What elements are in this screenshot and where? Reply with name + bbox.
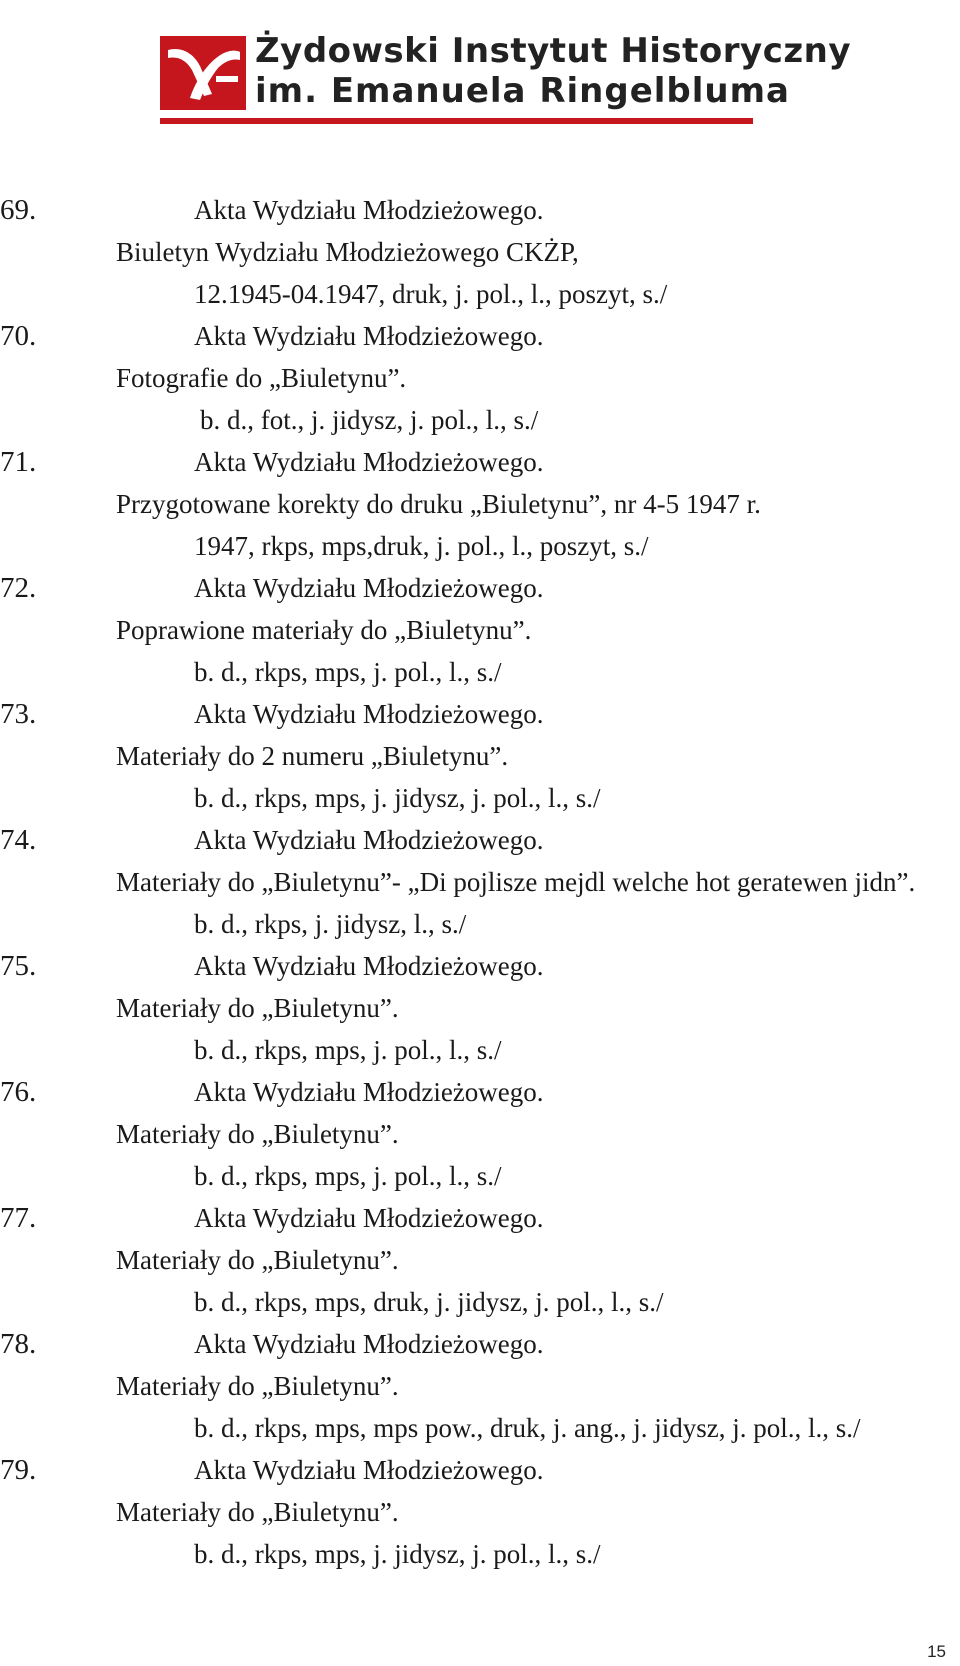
entry-title: Materiały do „Biuletynu”. (116, 1119, 399, 1149)
entry-heading: Akta Wydziału Młodzieżowego. (194, 321, 544, 351)
entry-meta: b. d., rkps, j. jidysz, l., s./ (194, 909, 467, 939)
entry-title: Materiały do 2 numeru „Biuletynu”. (116, 741, 509, 771)
catalog-entry (0, 693, 960, 819)
entry-heading: Akta Wydziału Młodzieżowego. (194, 573, 544, 603)
entry-meta: 12.1945-04.1947, druk, j. pol., l., poszyt, s./ (194, 279, 668, 309)
entry-number: 74. (0, 824, 37, 856)
entry-number: 76. (0, 1076, 37, 1108)
entry-meta: b. d., rkps, mps, j. pol., l., s./ (194, 1035, 502, 1065)
entry-title: Przygotowane korekty do druku „Biuletynu”, nr 4-5 1947 r. (116, 489, 761, 519)
entry-meta: b. d., rkps, mps, j. jidysz, j. pol., l., s./ (194, 1539, 601, 1569)
entry-heading: Akta Wydziału Młodzieżowego. (194, 951, 544, 981)
header-rule (160, 118, 753, 124)
entry-title: Poprawione materiały do „Biuletynu”. (116, 615, 532, 645)
entry-title: Materiały do „Biuletynu”. (116, 1371, 399, 1401)
institute-name-line2: im. Emanuela Ringelbluma (255, 71, 790, 111)
entry-heading: Akta Wydziału Młodzieżowego. (194, 1329, 544, 1359)
entry-title: Fotografie do „Biuletynu”. (116, 363, 407, 393)
catalog-entry (0, 1323, 960, 1449)
entry-meta: b. d., rkps, mps, mps pow., druk, j. ang., j. jidysz, j. pol., l., s./ (194, 1413, 861, 1443)
entry-number: 73. (0, 698, 37, 730)
institute-header (160, 28, 852, 128)
entry-title: Materiały do „Biuletynu”. (116, 993, 399, 1023)
entry-heading: Akta Wydziału Młodzieżowego. (194, 699, 544, 729)
entry-meta: b. d., rkps, mps, druk, j. jidysz, j. pol., l., s./ (194, 1287, 664, 1317)
entry-number: 78. (0, 1328, 37, 1360)
entry-meta: b. d., rkps, mps, j. pol., l., s./ (194, 1161, 502, 1191)
entry-number: 77. (0, 1202, 37, 1234)
entry-heading: Akta Wydziału Młodzieżowego. (194, 195, 544, 225)
entry-title: Materiały do „Biuletynu”. (116, 1497, 399, 1527)
entry-heading: Akta Wydziału Młodzieżowego. (194, 1077, 544, 1107)
entry-heading: Akta Wydziału Młodzieżowego. (194, 825, 544, 855)
entry-title: Materiały do „Biuletynu”- „Di pojlisze mejdl welche hot geratewen jidn”. (116, 867, 916, 897)
entry-meta: b. d., rkps, mps, j. jidysz, j. pol., l., s./ (194, 783, 601, 813)
catalog-entry (0, 1449, 960, 1575)
catalog-entries (0, 189, 960, 1575)
institute-logo-icon (160, 36, 246, 110)
institute-name (255, 31, 852, 111)
entry-heading: Akta Wydziału Młodzieżowego. (194, 1455, 544, 1485)
entry-heading: Akta Wydziału Młodzieżowego. (194, 447, 544, 477)
entry-meta: 1947, rkps, mps,druk, j. pol., l., poszyt, s./ (194, 531, 649, 561)
entry-number: 72. (0, 572, 37, 604)
catalog-entry (0, 441, 960, 567)
entry-meta: b. d., rkps, mps, j. pol., l., s./ (194, 657, 502, 687)
entry-title: Biuletyn Wydziału Młodzieżowego CKŻP, (116, 237, 579, 267)
catalog-entry (0, 567, 960, 693)
entry-number: 70. (0, 320, 37, 352)
catalog-entry (0, 945, 960, 1071)
entry-meta: b. d., fot., j. jidysz, j. pol., l., s./ (200, 405, 539, 435)
entry-heading: Akta Wydziału Młodzieżowego. (194, 1203, 544, 1233)
catalog-entry (0, 819, 960, 945)
entry-number: 69. (0, 194, 37, 226)
page-number: 15 (927, 1642, 946, 1661)
entry-number: 71. (0, 446, 37, 478)
catalog-entry (0, 1197, 960, 1323)
entry-number: 75. (0, 950, 37, 982)
institute-name-line1: Żydowski Instytut Historyczny (255, 31, 852, 71)
catalog-entry (0, 315, 960, 441)
catalog-entry (0, 1071, 960, 1197)
catalog-entry (0, 189, 960, 315)
entry-title: Materiały do „Biuletynu”. (116, 1245, 399, 1275)
entry-number: 79. (0, 1454, 37, 1486)
